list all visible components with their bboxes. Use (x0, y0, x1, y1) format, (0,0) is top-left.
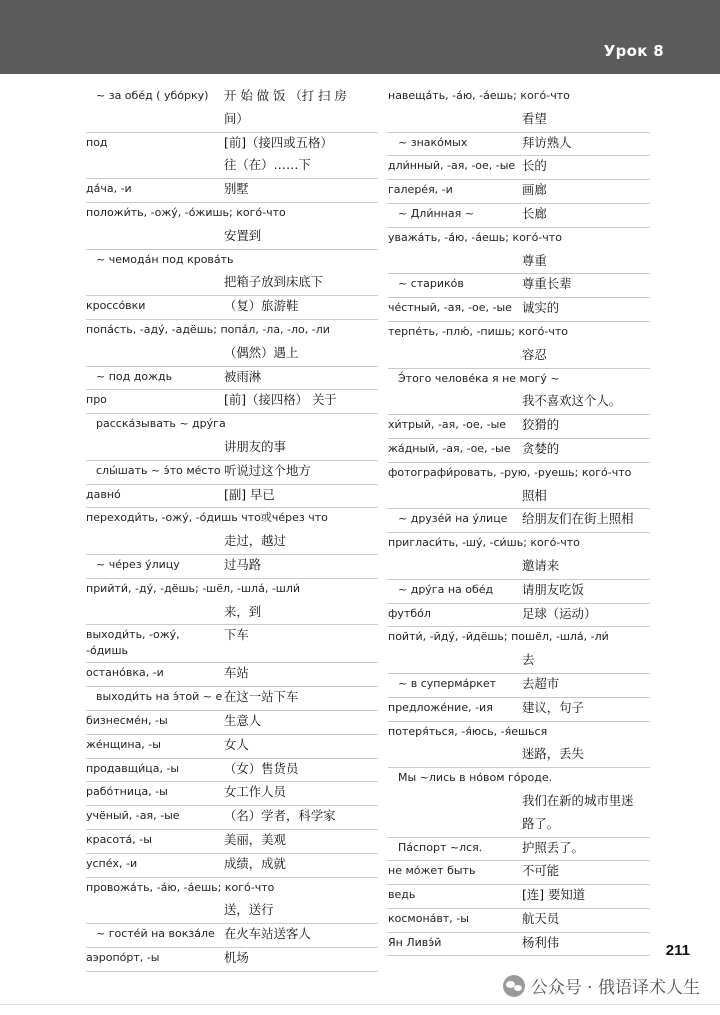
chinese-translation: 航天员 (522, 910, 560, 926)
russian-term: ~ старико́в (398, 277, 464, 291)
chinese-translation: 长廊 (522, 205, 547, 221)
chinese-translation: 走过，越过 (224, 533, 286, 549)
chinese-translation: （复）旅游鞋 (224, 298, 299, 314)
chinese-translation: 长的 (522, 158, 547, 174)
vocab-row (86, 579, 378, 602)
russian-term: ~ госте́й на вокза́ле (96, 927, 215, 941)
russian-term: рабо́тница, -ы (86, 785, 168, 799)
chinese-translation: 我们在新的城市里迷 (522, 792, 634, 808)
vocab-row (86, 226, 378, 250)
russian-term: че́стный, -ая, -ое, -ые (388, 301, 512, 315)
chinese-translation: 不可能 (522, 863, 560, 879)
chinese-translation: 邀请来 (522, 557, 560, 573)
wechat-icon (503, 975, 525, 997)
chinese-translation: 间） (224, 110, 249, 126)
russian-term: провожа́ть, -а́ю, -а́ешь; кого́-что (86, 880, 275, 894)
vocab-row (86, 414, 378, 437)
vocab-row (86, 86, 378, 109)
russian-term: попа́сть, -аду́, -адёшь; попа́л, -ла, -ло, -ли (86, 322, 330, 336)
russian-term: космона́вт, -ы (388, 911, 469, 925)
chinese-translation: 容忍 (522, 346, 547, 362)
vocab-row (388, 909, 650, 933)
chinese-translation: 女工作人员 (224, 784, 286, 800)
chinese-translation: [前]（接四格） 关于 (224, 392, 337, 408)
vocab-row (388, 580, 650, 604)
russian-term: учёный, -ая, -ые (86, 809, 180, 823)
vocab-row (86, 687, 378, 711)
vocab-row (388, 133, 650, 157)
vocab-row (86, 900, 378, 924)
russian-term: ~ че́рез у́лицу (96, 557, 180, 571)
vocab-row (388, 109, 650, 133)
chinese-translation: 去 (522, 652, 535, 668)
vocab-row (86, 555, 378, 579)
vocab-row (388, 251, 650, 275)
chinese-translation: 狡猾的 (522, 417, 560, 433)
russian-term: предложе́ние, -ия (388, 700, 493, 714)
chinese-translation: 下车 (224, 627, 249, 643)
vocab-row (388, 722, 650, 745)
chinese-translation: 听说过这个地方 (224, 462, 311, 478)
russian-term: переходи́ть, -ожу́, -о́дишь что或че́рез что (86, 511, 328, 525)
vocab-row (86, 924, 378, 948)
russian-term: галере́я, -и (388, 183, 453, 197)
vocab-row (388, 814, 650, 838)
russian-term: ~ дру́га на обе́д (398, 582, 494, 596)
russian-term: фотографи́ровать, -рую, -руешь; кого́-что (388, 465, 632, 479)
vocab-row (86, 485, 378, 509)
vocab-row (86, 602, 378, 626)
russian-term: пригласи́ть, -шу́, -си́шь; кого́-что (388, 536, 580, 550)
vocab-row (388, 204, 650, 228)
chinese-translation: 拜访熟人 (522, 134, 572, 150)
russian-term: не мо́жет быть (388, 864, 476, 878)
russian-term: хи́трый, -ая, -ое, -ые (388, 418, 507, 432)
russian-term: уважа́ть, -а́ю, -а́ешь; кого́-что (388, 230, 562, 244)
russian-term: дли́нный, -ая, -ое, -ые (388, 159, 516, 173)
chinese-translation: 画廊 (522, 182, 547, 198)
chinese-translation: 尊重 (522, 252, 547, 268)
vocab-row (388, 180, 650, 204)
chinese-translation: 去超市 (522, 675, 560, 691)
chinese-translation: 诚实的 (522, 300, 560, 316)
page-number: 211 (665, 942, 690, 959)
watermark (503, 973, 700, 998)
russian-term: Па́спорт ~лся. (398, 840, 483, 854)
vocab-row (388, 415, 650, 439)
chinese-translation: 在这一站下车 (224, 689, 299, 705)
russian-term: ~ за обе́д ( убо́рку) (96, 89, 209, 102)
vocab-row (86, 179, 378, 203)
vocab-row (86, 461, 378, 485)
russian-term: ~ Дли́нная ~ (398, 206, 474, 220)
russian-term: потеря́ться, -я́юсь, -я́ешься (388, 724, 548, 738)
chinese-translation: 贪婪的 (522, 440, 560, 456)
russian-term: положи́ть, -ожу́, -о́жишь; кого́-что (86, 205, 286, 219)
vocab-row (86, 390, 378, 414)
vocab-row (388, 861, 650, 885)
vocab-row (388, 86, 650, 109)
russian-term: пойти́, -йду́, -йдёшь; пошёл, -шла́, -ли́ (388, 630, 609, 644)
russian-term: ~ в суперма́ркет (398, 676, 497, 690)
russian-term: слы́шать ~ э́то ме́сто (96, 463, 221, 477)
vocab-row (86, 437, 378, 461)
chinese-translation: 女人 (224, 736, 249, 752)
russian-term: ~ под дождь (96, 369, 173, 383)
vocab-row (86, 806, 378, 830)
header-band (0, 0, 720, 74)
russian-term: выходи́ть на э́той ~ е (96, 690, 223, 704)
chinese-translation: 请朋友吃饭 (522, 581, 584, 597)
russian-term: Ян Ливэ́й (388, 935, 442, 949)
russian-term: успе́х, -и (86, 856, 138, 870)
vocab-row (388, 391, 650, 415)
chinese-translation: 车站 (224, 665, 249, 681)
bottom-divider (0, 1004, 720, 1005)
vocab-row (86, 250, 378, 273)
chinese-translation: 尊重长辈 (522, 276, 572, 292)
chinese-translation: 护照丢了。 (522, 839, 584, 855)
russian-term: ~ друзе́й на у́лице (398, 512, 508, 526)
russian-term: кроссо́вки (86, 299, 146, 313)
vocab-row (388, 768, 650, 791)
vocab-row (86, 759, 378, 783)
russian-term: продавщи́ца, -ы (86, 761, 180, 775)
vocab-row (388, 674, 650, 698)
vocab-row (86, 203, 378, 226)
vocab-row (388, 369, 650, 392)
chinese-translation: 机场 (224, 949, 249, 965)
vocabulary-column-left (86, 86, 378, 972)
vocab-row (388, 274, 650, 298)
vocab-row (86, 155, 378, 179)
russian-term: жа́дный, -ая, -ое, -ые (388, 441, 511, 455)
russian-term: Э́того челове́ка я не могу́ ~ (398, 371, 560, 385)
vocab-row (86, 320, 378, 343)
vocab-row (388, 439, 650, 463)
chinese-translation: （女）售货员 (224, 760, 299, 776)
chinese-translation: 过马路 (224, 556, 262, 572)
chinese-translation: 成绩，成就 (224, 855, 286, 871)
chinese-translation: 我不喜欢这个人。 (522, 393, 622, 409)
chinese-translation: 给朋友们在街上照相 (522, 511, 634, 527)
vocab-row (86, 343, 378, 367)
russian-term: расска́зывать ~ дру́га (96, 417, 226, 431)
vocab-row (86, 948, 378, 972)
vocab-row (86, 854, 378, 878)
vocab-row (86, 782, 378, 806)
chinese-translation: 讲朋友的事 (224, 438, 286, 454)
vocab-row (388, 509, 650, 533)
vocab-row (86, 272, 378, 296)
watermark-text: 公众号 · 俄语译术人生 (530, 978, 700, 998)
vocab-row (86, 830, 378, 854)
russian-term: Мы ~лись в но́вом го́роде. (398, 771, 553, 785)
vocab-row (86, 296, 378, 320)
vocab-row (388, 345, 650, 369)
vocab-row (388, 298, 650, 322)
vocab-row (86, 625, 378, 663)
chinese-translation: 被雨淋 (224, 368, 262, 384)
chinese-translation: 别墅 (224, 181, 249, 197)
vocab-row (388, 463, 650, 486)
russian-term: про (86, 393, 107, 407)
chinese-translation: （偶然）遇上 (224, 344, 299, 360)
vocab-row (388, 838, 650, 862)
vocab-row (86, 508, 378, 531)
chinese-translation: 安置到 (224, 227, 262, 243)
russian-term: навеща́ть, -а́ю, -а́ешь; кого́-что (388, 89, 570, 102)
chinese-translation: 足球（运动） (522, 605, 597, 621)
russian-term: ~ чемода́н под крова́ть (96, 252, 234, 266)
chinese-translation: 看望 (522, 110, 547, 126)
russian-term: аэропо́рт, -ы (86, 950, 160, 964)
chinese-translation: 美丽，美观 (224, 831, 286, 847)
chinese-translation: [连] 要知道 (522, 887, 586, 903)
vocab-row (388, 533, 650, 556)
vocabulary-column-right (388, 86, 650, 956)
chinese-translation: [前]（接四或五格） (224, 134, 333, 150)
chinese-translation: 杨利伟 (522, 934, 560, 950)
vocab-row (388, 791, 650, 814)
vocab-row (388, 885, 650, 909)
vocab-row (388, 556, 650, 580)
vocab-row (388, 604, 650, 628)
vocab-row (86, 133, 378, 156)
vocab-row (388, 744, 650, 768)
vocab-row (388, 322, 650, 345)
chinese-translation: 迷路，丢失 (522, 746, 584, 762)
chinese-translation: 照相 (522, 487, 547, 503)
chinese-translation: 往（在）……下 (224, 157, 311, 173)
chinese-translation: 建议，句子 (522, 699, 584, 715)
vocab-row (86, 711, 378, 735)
russian-term: ~ знако́мых (398, 135, 468, 149)
russian-term: терпе́ть, -плю́, -пишь; кого́-что (388, 324, 568, 338)
chinese-translation: [副] 早已 (224, 486, 275, 502)
vocab-row (388, 156, 650, 180)
chinese-translation: （名）学者，科学家 (224, 808, 336, 824)
vocab-row (388, 486, 650, 510)
russian-term: ведь (388, 888, 416, 902)
russian-term: да́ча, -и (86, 182, 132, 196)
russian-term: под (86, 135, 108, 149)
vocab-row (86, 663, 378, 687)
russian-term: остано́вка, -и (86, 666, 164, 680)
chinese-translation: 把箱子放到床底下 (224, 274, 324, 290)
russian-term: футбо́л (388, 606, 431, 620)
vocab-row (388, 650, 650, 674)
chinese-translation: 在火车站送客人 (224, 926, 311, 942)
vocab-row (388, 933, 650, 957)
vocab-row (86, 367, 378, 391)
russian-term: красота́, -ы (86, 832, 152, 846)
vocab-row (86, 109, 378, 133)
vocab-row (86, 531, 378, 555)
russian-term: прийти́, -ду́, -дёшь; -шёл, -шла́, -шли́ (86, 581, 301, 595)
chinese-translation: 送，送行 (224, 902, 274, 918)
russian-term: бизнесме́н, -ы (86, 713, 168, 727)
vocab-row (388, 698, 650, 722)
russian-term: давно́ (86, 487, 121, 501)
lesson-title: Урок 8 (603, 42, 664, 60)
vocab-row (86, 735, 378, 759)
chinese-translation: 来，到 (224, 603, 262, 619)
russian-term: же́нщина, -ы (86, 737, 161, 751)
chinese-translation: 生意人 (224, 712, 262, 728)
vocab-row (388, 228, 650, 251)
chinese-translation: 开 始 做 饭 （打 扫 房 (224, 88, 347, 103)
russian-term: выходи́ть, -ожу́, -о́дишь (86, 628, 180, 658)
vocab-row (388, 627, 650, 650)
vocab-row (86, 878, 378, 901)
chinese-translation: 路了。 (522, 815, 560, 831)
